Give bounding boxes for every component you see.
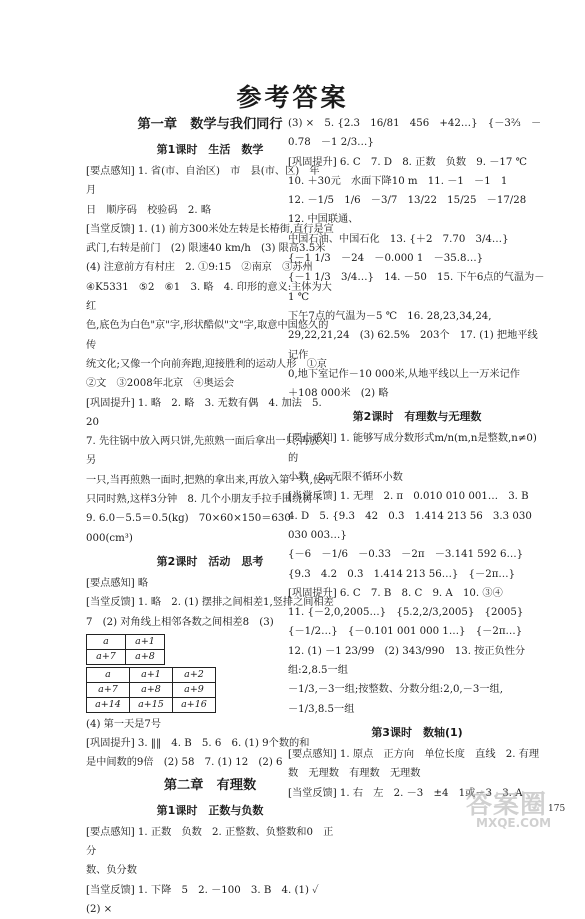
grid-cell: a+8 [126,649,165,664]
text-line: [当堂反馈] 1. 无理 2. π 0.010 010 001… 3. B [288,491,529,503]
text-line: (3) × 5. {2.3 16/81 456 +42…} {－3⅔ －0.78 －1 2/3…} [288,118,542,149]
text-line: [要点感知] 1. 原点 正方向 单位长度 直线 2. 有理 [288,748,540,760]
text-line: 29,22,21,24 (3) 62.5% 203个 17. (1) 把地平线记作 [288,330,538,361]
text-line: 12. －1/5 1/6 －3/7 13/22 15/25 －17/28 12. 中国联通、 [288,195,537,226]
text-line: {－6 －1/6 －0.33 －2π －3.141 592 6…} [288,549,524,561]
text-line: 0,地下室记作－10 000米,从地平线以上一万米记作 [288,368,520,380]
text-line: 9. 6.0－5.5＝0.5(kg) 70×60×150＝630 000(cm³) [86,513,291,544]
text-line: 7. 先往锅中放入两只饼,先煎熟一面后拿出一只,再放入另 [86,436,330,467]
text-line: [要点感知] 略 [86,577,149,589]
text-line: [当堂反馈] 1. 略 2. (1) 摆排之间相差1,竖排之间相差 [86,597,334,609]
text-line: 数 无理数 有理数 无理数 [288,768,421,780]
text-line: 10. ＋30元 水面下降10 m 11. －1 －1 1 [288,175,508,187]
text-line: ④K5331 ⑤2 ⑥1 3. 略 4. 印形的意义:主体为大红 [86,281,332,313]
text-line: [要点感知] 1. 正数 负数 2. 正整数、负整数和0 正分 [86,826,334,858]
text-line: 小数 2. 无限不循环小数 [288,472,403,484]
text-line: 12. (1) －1 23/99 (2) 343/990 13. 按正负性分组:2,8.5一组 [288,645,526,677]
watermark-url: MXQE.COM [476,816,552,830]
lesson-1-title: 第1课时 生活 数学 [156,143,264,156]
grid-cell: a+2 [173,667,216,682]
grid-cell: a+14 [87,697,130,712]
text-line: ＋108 000米 (2) 略 [288,388,389,400]
grid-cell: a+7 [87,649,126,664]
text-line: －1/3,8.5一组 [288,703,355,715]
chapter-2-title: 第二章 有理数 [163,777,257,793]
text-line: 色,底色为白色"京"字,形状酷似"文"字,取意中国悠久的传 [86,320,329,351]
grid-table-2x2 [86,634,165,665]
lesson-4-title: 第2课时 有理数与无理数 [352,410,482,424]
grid-cell: a [87,667,130,682]
grid-cell: a+1 [130,667,173,682]
text-line: ②文 ③2008年北京 ④奥运会 [86,378,235,390]
text-line: [巩固提升] 3. ‖‖ 4. B 5. 6 6. (1) 9个数的和 [86,738,310,750]
grid-cell: a+15 [130,697,173,712]
grid-cell: a+8 [130,682,173,697]
page-title: 参考答案 [236,83,349,112]
text-line: {－1 1/3 －24 －0.000 1 －35.8…} [288,253,484,265]
lesson-5-title: 第3课时 数轴(1) [371,725,463,739]
lesson-2-title: 第2课时 活动 思考 [156,554,264,568]
grid-cell: a+1 [126,634,165,649]
chapter-1-title: 第一章 数学与我们同行 [137,117,283,132]
text-line: 武门,右转是前门 (2) 限速40 km/h (3) 限高3.5米 [86,243,326,255]
text-line: {－1/2…} {－0.101 001 000 1…} {－2π…} [288,626,523,638]
text-line: －1/3,－3一组;按整数、分数分组:2,0,－3一组, [288,684,503,696]
grid-cell: a+16 [173,697,216,712]
text-line: 一只,当再煎熟一面时,把熟的拿出来,再放入第一只,使两 [86,474,334,486]
text-line: 下午7点的气温为－5 ℃ 16. 28,23,34,24, [288,310,492,322]
text-line: 4. D 5. {9.3 42 0.3̇ 1.414 213 56 3.3 030 030 003…} [288,510,532,541]
text-line: 日 顺序码 校验码 2. 略 [86,204,212,216]
text-line: 是中间数的9倍 (2) 58 7. (1) 12 (2) 6 [86,757,283,769]
grid-table-3x3 [86,667,216,713]
text-line: [当堂反馈] 1. 右 左 2. －3 ±4 1或－3 3. A [288,787,523,799]
text-line: 数、负分数 [86,865,137,877]
text-line: [当堂反馈] 1. 下降 5 2. －100 3. B 4. (1) ✓ (2) × [86,884,329,915]
text-line: 7 (2) 对角线上相邻各数之间相差8 (3) [86,616,274,628]
text-line: (4) 第一天是7号 [86,718,162,730]
text-line: [当堂反馈] 1. (1) 前方300米处左转是长椿街,直行是宣 [86,223,334,235]
text-line: [巩固提升] 1. 略 2. 略 3. 无数有偶 4. 加法 5. 20 [86,397,322,428]
text-line: [要点感知] 1. 省(市、自治区) 市 县(市、区) 年 月 [86,166,330,197]
text-line: 统文化;又像一个向前奔跑,迎接胜利的运动人形 ①京 [86,358,327,370]
text-line: {9.3 4.2 0.3̇ 1.414 213 56…} {－2π…} [288,568,516,580]
watermark-logo: 答案圈 [466,790,548,820]
text-line: [要点感知] 1. 能够写成分数形式m/n(m,n是整数,n≠0)的 [288,433,537,464]
text-line: 11. {－2,0,2005…} {5.2,2/3,2005} {2005} [288,607,524,619]
grid-cell: a+9 [173,682,216,697]
lesson-3-title: 第1课时 正数与负数 [156,803,264,817]
text-line: [巩固提升] 6. C 7. B 8. C 9. A 10. ③④ [288,587,503,599]
text-line: 只同时熟,这样3分钟 8. 几个小朋友手拉手围绕树干 [86,494,323,506]
text-line: 中国石油、中国石化 13. {＋2 7.70 3/4…} [288,233,509,245]
right-column [288,114,546,803]
text-line: [巩固提升] 6. C 7. D 8. 正数 负数 9. －17 ℃ [288,156,528,168]
page-number: 175 [548,804,566,814]
grid-cell: a [87,634,126,649]
text-line: {－1 1/3 3/4…} 14. －50 15. 下午6点的气温为－1 ℃ [288,272,545,303]
grid-cell: a+7 [87,682,130,697]
text-line: (4) 注意前方有村庄 2. ①9:15 ②南京 ③苏州 [86,262,313,274]
